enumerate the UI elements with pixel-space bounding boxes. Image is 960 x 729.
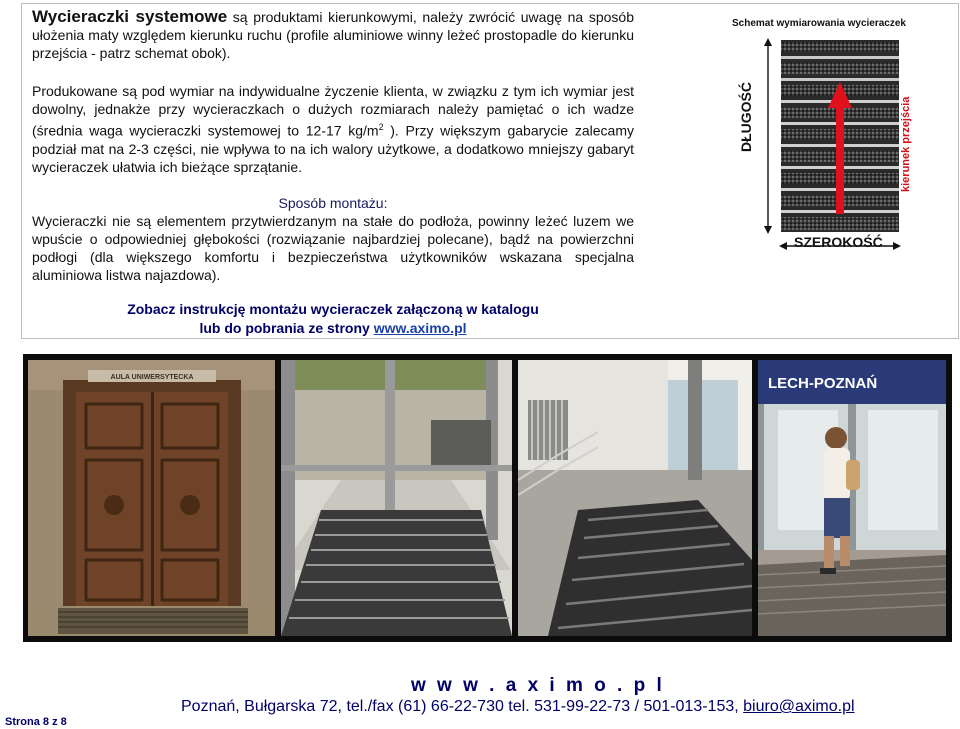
photo-shop-entrance: [758, 360, 946, 636]
page-number: Strona 8 z 8: [5, 716, 67, 728]
intro-text: są produktami kierunkowymi, należy zwrócić uwagę na sposób ułożenia maty względem kierunku ruchu (profile aluminiowe winny leżeć prostopadle do kierunku przejścia - patrz schemat obok).: [32, 9, 634, 61]
width-label: SZEROKOŚĆ: [794, 234, 883, 250]
email-link[interactable]: biuro@aximo.pl: [743, 698, 855, 715]
intro-paragraph: [32, 8, 634, 62]
catalog-note-line1: Zobacz instrukcję montażu wycieraczek załączoną w katalogu: [127, 300, 539, 317]
size-text: Produkowane są pod wymiar na indywidualne życzenie klienta, w związku z tym ich wymiar jest dowolny, jednakże przy wycieraczkach o dużych rozmiarach należy pamiętać o ich wadze (średnia waga wycieraczki systemowej to 12-17 kg/m: [32, 83, 634, 139]
photo-lobby-mat: [518, 360, 752, 636]
door-sign: AULA UNIWERSYTECKA: [110, 374, 194, 381]
description-box: [21, 3, 959, 339]
photo-strip: [23, 354, 952, 642]
website-link[interactable]: www.aximo.pl: [373, 319, 467, 336]
footer-website: w w w . a x i m o . p l: [411, 675, 665, 696]
photo-glass-door-mat: [281, 360, 512, 636]
photo-wooden-door: [28, 360, 275, 636]
superscript: 2: [378, 122, 384, 132]
footer-address: Poznań, Bułgarska 72, tel./fax (61) 66-22-730 tel. 531-99-22-73 / 501-013-153,: [181, 698, 744, 715]
length-dimension-line: [764, 38, 772, 234]
shop-sign: LECH-POZNAŃ: [768, 375, 878, 392]
size-paragraph: [32, 82, 634, 176]
catalog-note: [32, 300, 634, 338]
mounting-heading: Sposób montażu:: [278, 194, 388, 211]
catalog-note-line2: lub do pobrania ze strony: [199, 319, 374, 336]
direction-label: kierunek przejścia: [900, 96, 912, 192]
mounting-paragraph: Wycieraczki nie są elementem przytwierdzanym na stałe do podłoża, powinny leżeć luzem we wpuście o odpowiedniej głębokości (rozwiązanie najbardziej polecane), bądź na powierzchni podłogi (dla większego komfortu i bezpieczeństwa użytkowników wskazana specjalna aluminiowa listwa najazdowa).: [32, 212, 634, 283]
text-column: [32, 8, 634, 338]
intro-title: Wycieraczki systemowe: [32, 7, 228, 26]
diagram-title: Schemat wymiarowania wycieraczek: [732, 18, 906, 29]
footer-contact: [181, 698, 855, 716]
size-text-continued: ). Przy większym gabarycie zalecamy podział mat na 2-3 części, nie wpływa to na ich walory użytkowe, a dodatkowo mniejszy gabaryt wycieraczek ułatwia ich bieżące sprzątanie.: [32, 122, 634, 175]
length-label: DŁUGOŚĆ: [738, 82, 754, 152]
dimension-diagram: [728, 12, 932, 258]
